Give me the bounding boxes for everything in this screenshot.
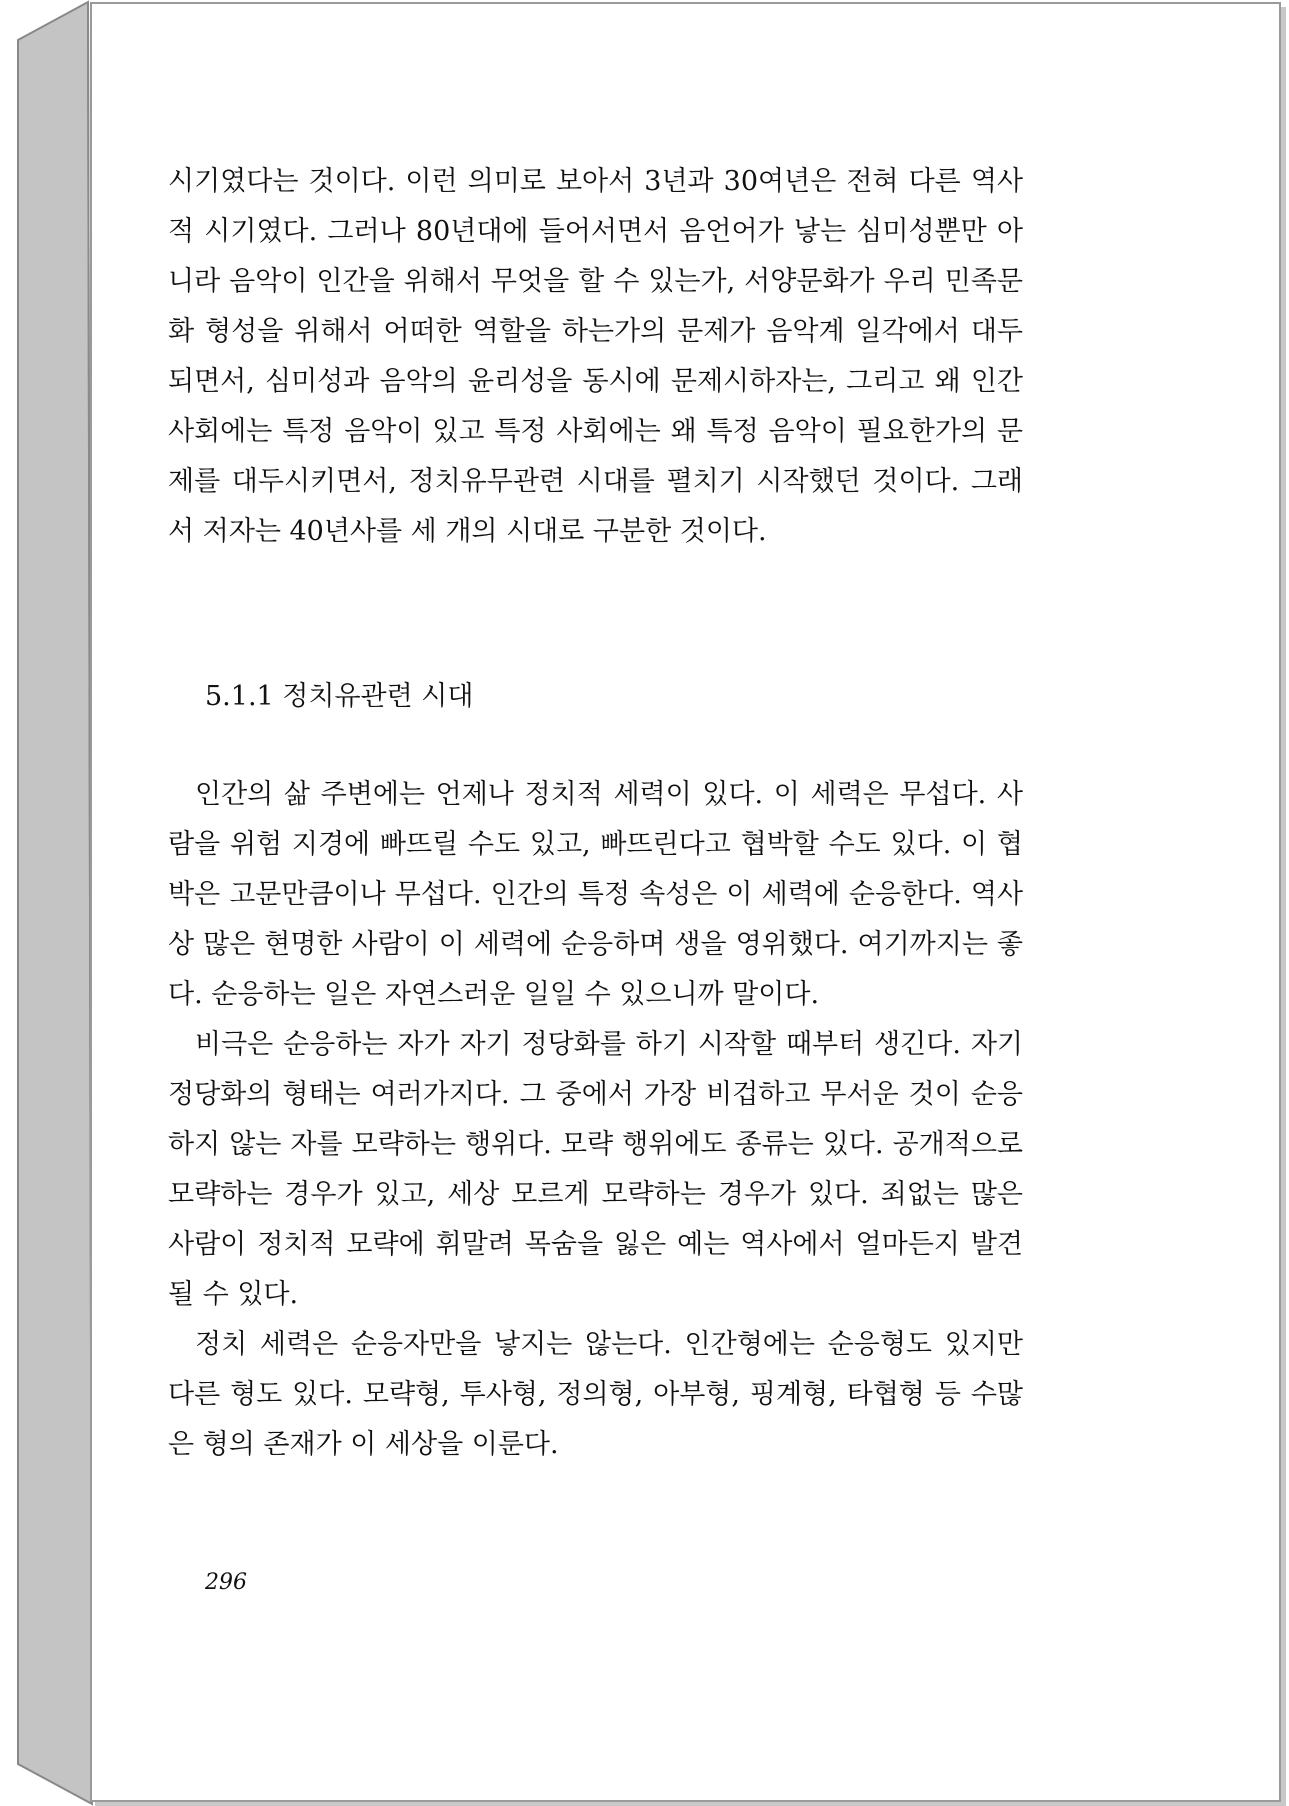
body-paragraph-3: 정치 세력은 순응자만을 낳지는 않는다. 인간형에는 순응형도 있지만 다른 형도 있다. 모략형, 투사형, 정의형, 아부형, 핑계형, 타협형 등 수많은 형의 존재가 이 세상을 이룬다. xyxy=(168,1329,1023,1460)
section-body xyxy=(168,770,1023,1470)
section-heading: 5.1.1 정치유관련 시대 xyxy=(205,681,474,712)
book-spine xyxy=(0,0,100,1806)
page-number: 296 xyxy=(205,1570,247,1595)
body-paragraph-1: 인간의 삶 주변에는 언제나 정치적 세력이 있다. 이 세력은 무섭다. 사람을 위험 지경에 빠뜨릴 수도 있고, 빠뜨린다고 협박할 수도 있다. 이 협박은 고문만큼이나 무섭다. 인간의 특정 속성은 이 세력에 순응한다. 역사상 많은 현명한 사람이 이 세력에 순응하며 생을 영위했다. 여기까지는 좋다. 순응하는 일은 자연스러운 일일 수 있으니까 말이다. xyxy=(168,779,1023,1010)
intro-paragraph: 시기였다는 것이다. 이런 의미로 보아서 3년과 30여년은 전혀 다른 역사적 시기였다. 그러나 80년대에 들어서면서 음언어가 낳는 심미성뿐만 아니라 음악이 인간을 위해서 무엇을 할 수 있는가, 서양문화가 우리 민족문화 형성을 위해서 어떠한 역할을 하는가의 문제가 음악계 일각에서 대두되면서, 심미성과 음악의 윤리성을 동시에 문제시하자는, 그리고 왜 인간 사회에는 특정 음악이 있고 특정 사회에는 왜 특정 음악이 필요한가의 문제를 대두시키면서, 정치유무관련 시대를 펼치기 시작했던 것이다. 그래서 저자는 40년사를 세 개의 시대로 구분한 것이다. xyxy=(168,166,1023,547)
intro-section xyxy=(168,157,1023,557)
body-paragraph-2: 비극은 순응하는 자가 자기 정당화를 하기 시작할 때부터 생긴다. 자기 정당화의 형태는 여러가지다. 그 중에서 가장 비겁하고 무서운 것이 순응하지 않는 자를 모략하는 행위다. 모략 행위에도 종류는 있다. 공개적으로 모략하는 경우가 있고, 세상 모르게 모략하는 경우가 있다. 죄없는 많은 사람이 정치적 모략에 휘말려 목숨을 잃은 예는 역사에서 얼마든지 발견될 수 있다. xyxy=(168,1029,1023,1310)
